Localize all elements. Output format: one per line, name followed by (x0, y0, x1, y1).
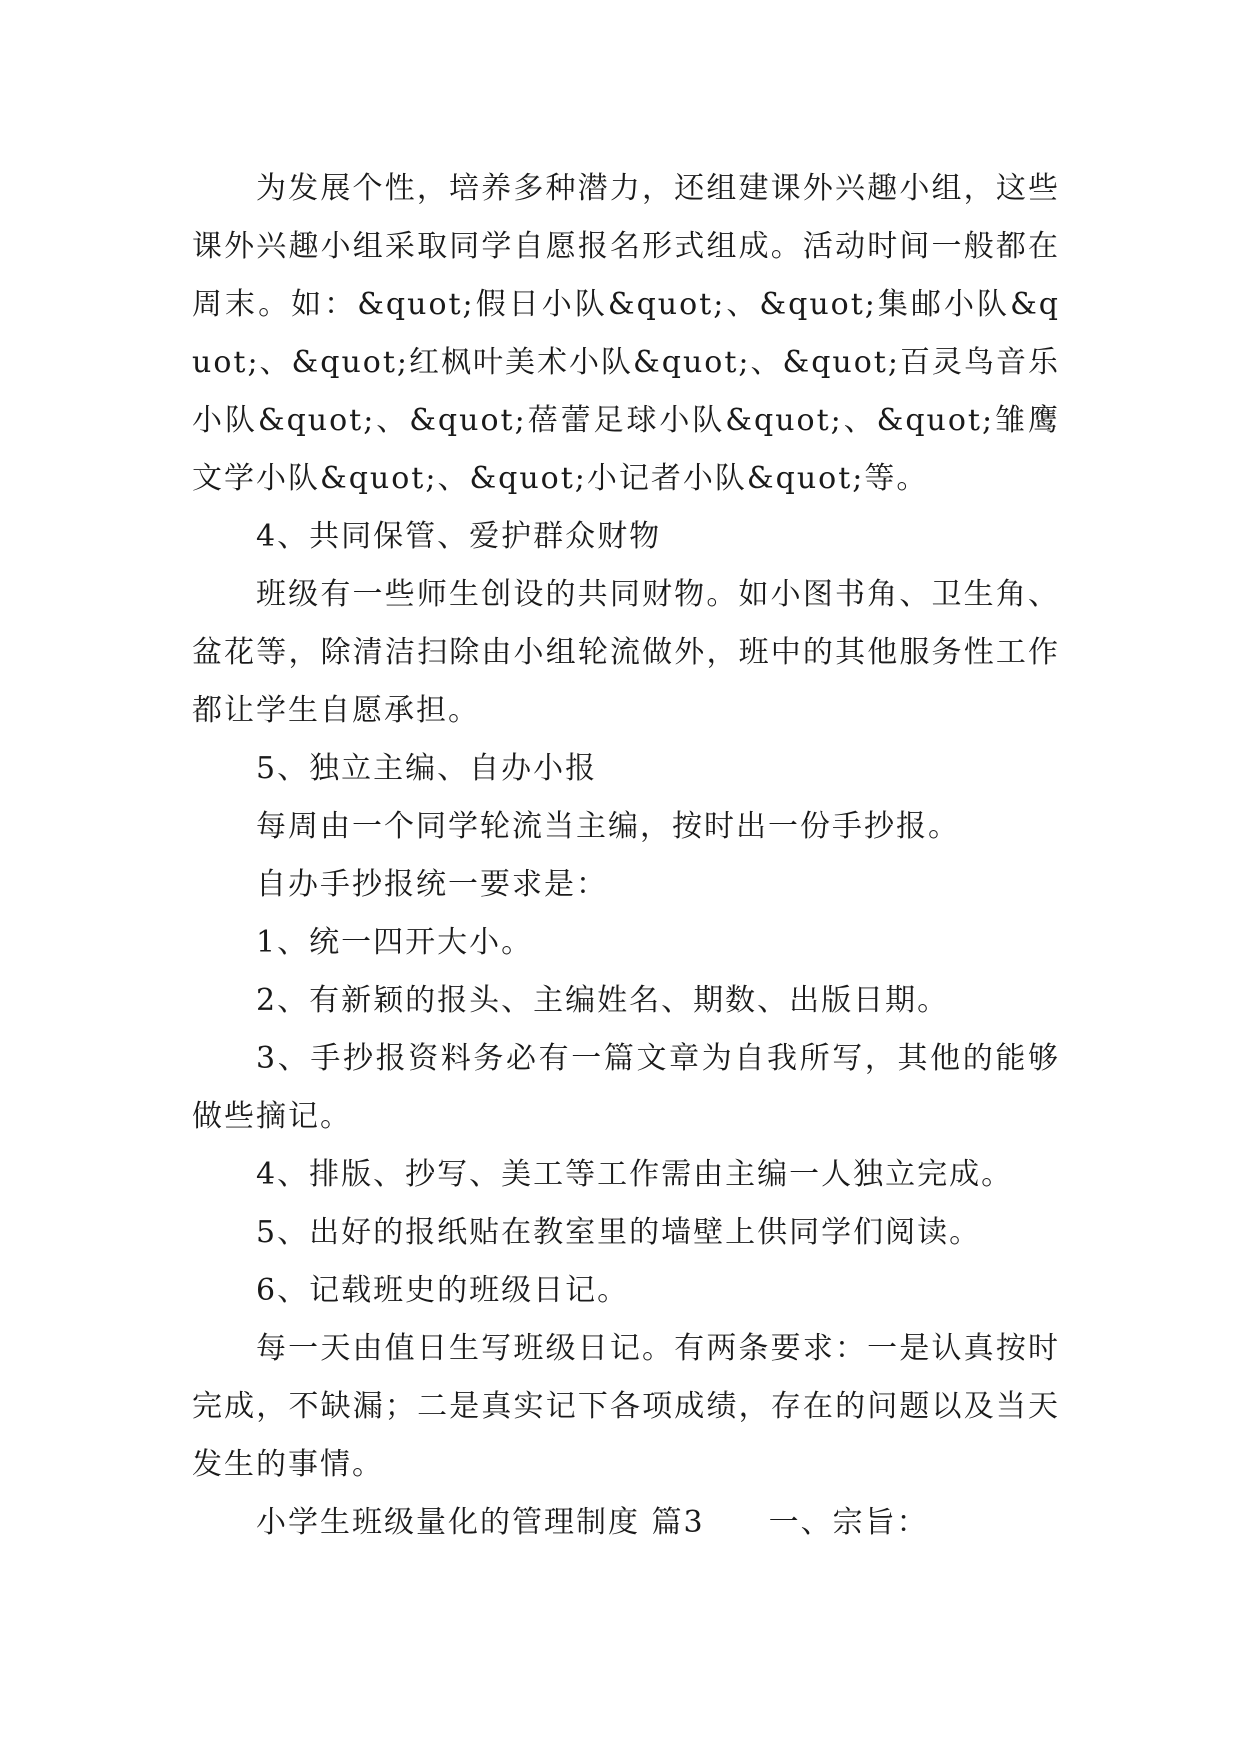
document-body (192, 160, 1060, 1552)
list-item-display: 5、出好的报纸贴在教室里的墙壁上供同学们阅读。 (256, 1215, 982, 1250)
list-item-layout-work: 4、排版、抄写、美工等工作需由主编一人独立完成。 (256, 1157, 1014, 1192)
list-item-original-article: 3、手抄报资料务必有一篇文章为自我所写，其他的能够做些摘记。 (192, 1041, 1060, 1134)
heading-class-newspaper: 5、独立主编、自办小报 (256, 751, 598, 786)
paragraph-shared-property: 班级有一些师生创设的共同财物。如小图书角、卫生角、盆花等，除清洁扫除由小组轮流做外，班中的其他服务性工作都让学生自愿承担。 (192, 577, 1060, 728)
paragraph-weekly-editor: 每周由一个同学轮流当主编，按时出一份手抄报。 (256, 809, 960, 844)
section-title-part3: 小学生班级量化的管理制度 篇3 一、宗旨： (256, 1505, 929, 1540)
paragraph-interest-groups: 为发展个性，培养多种潜力，还组建课外兴趣小组，这些课外兴趣小组采取同学自愿报名形式组成。活动时间一般都在周末。如：&quot;假日小队&quot;、&quot;集邮小队&quot;、&quot;红枫叶美术小队&quot;、&quot;百灵鸟音乐小队&quot;、&quot;蓓蕾足球小队&quot;、&quot;雏鹰文学小队&quot;、&quot;小记者小队&quot;等。 (192, 171, 1060, 496)
list-item-masthead: 2、有新颖的报头、主编姓名、期数、出版日期。 (256, 983, 950, 1018)
paragraph-newspaper-requirements: 自办手抄报统一要求是： (256, 867, 608, 902)
list-item-paper-size: 1、统一四开大小。 (256, 925, 534, 960)
paragraph-class-diary: 每一天由值日生写班级日记。有两条要求：一是认真按时完成，不缺漏；二是真实记下各项成绩，存在的问题以及当天发生的事情。 (192, 1331, 1060, 1482)
heading-class-diary: 6、记载班史的班级日记。 (256, 1273, 630, 1308)
heading-shared-property: 4、共同保管、爱护群众财物 (256, 519, 662, 554)
